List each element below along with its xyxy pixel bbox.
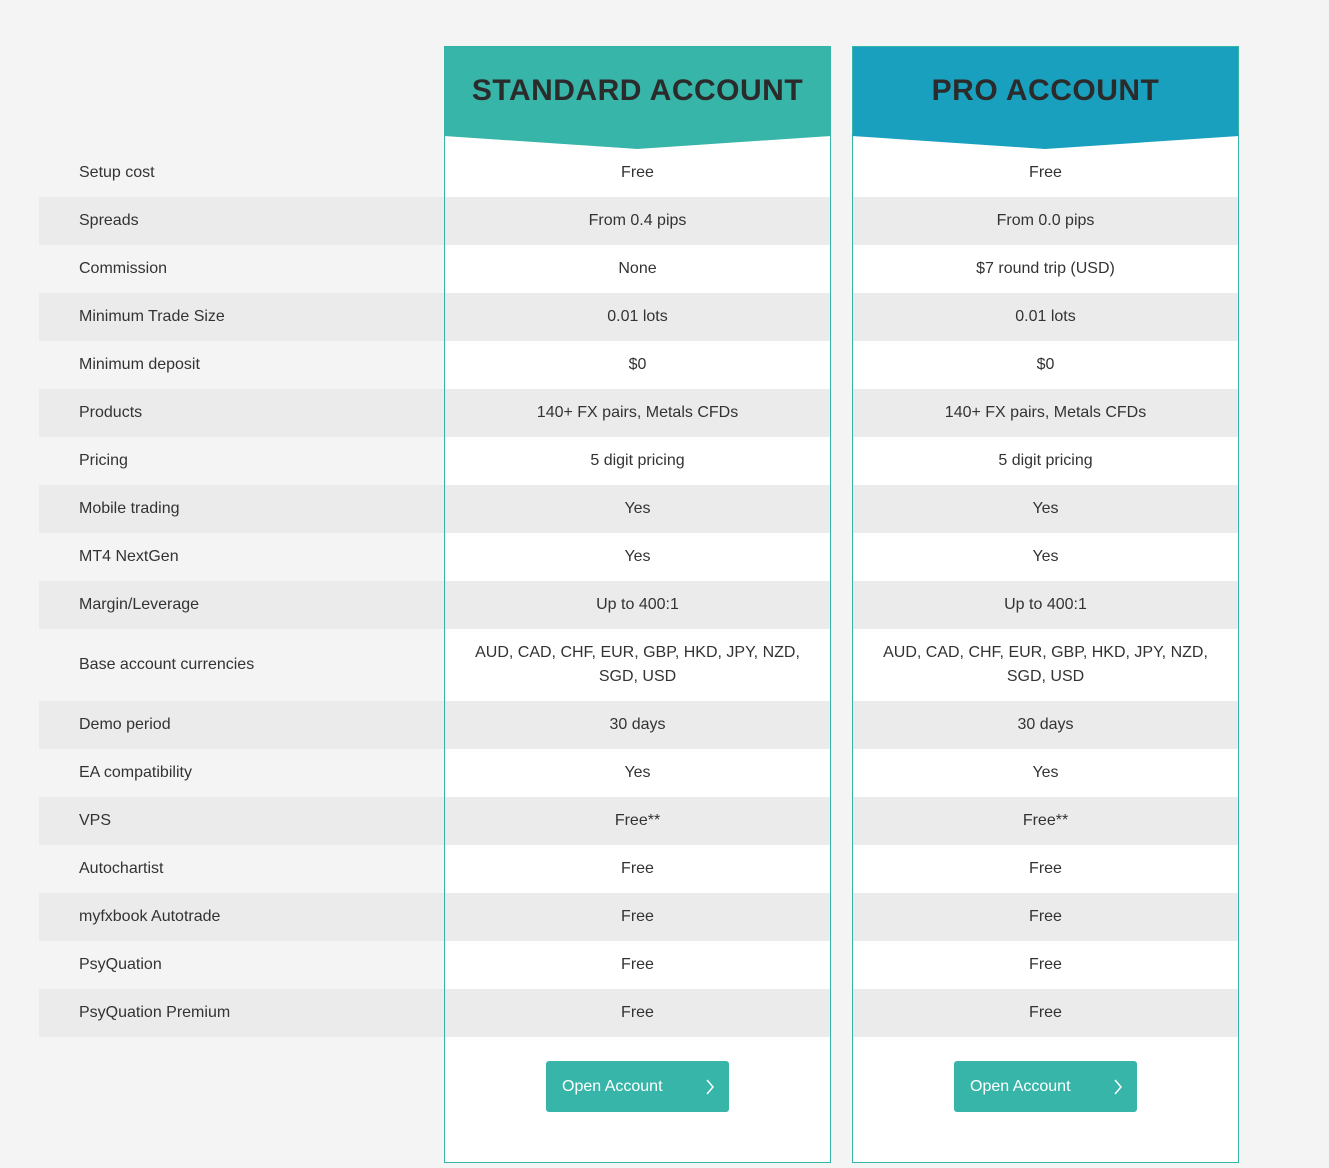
standard-value: None — [618, 260, 657, 277]
open-account-label: Open Account — [562, 1077, 663, 1095]
pro-value: Free — [1029, 956, 1062, 973]
standard-values — [445, 149, 830, 1037]
standard-value: Free — [621, 860, 654, 877]
pro-value: 30 days — [853, 701, 1238, 749]
feature-label: Setup cost — [79, 164, 155, 181]
standard-value: 0.01 lots — [445, 293, 830, 341]
header-notch — [852, 135, 1239, 149]
feature-label: Demo period — [39, 701, 445, 749]
feature-label: Base account currencies — [79, 656, 255, 673]
standard-value: 30 days — [445, 701, 830, 749]
pro-account-header — [853, 47, 1238, 135]
feature-label: PsyQuation — [79, 956, 162, 973]
feature-label: Spreads — [39, 197, 445, 245]
feature-label: Products — [39, 389, 445, 437]
chevron-right-icon — [705, 1078, 715, 1096]
pro-value: From 0.0 pips — [853, 197, 1238, 245]
standard-value: Free — [621, 164, 654, 181]
standard-value: Free** — [445, 797, 830, 845]
feature-label: Pricing — [79, 452, 128, 469]
feature-label: EA compatibility — [79, 764, 192, 781]
standard-value: Yes — [624, 764, 651, 781]
feature-labels — [39, 149, 445, 1037]
chevron-right-icon — [1113, 1078, 1123, 1096]
standard-account-column — [444, 46, 831, 1163]
standard-value: 5 digit pricing — [590, 452, 685, 469]
pro-value: Free — [1029, 164, 1062, 181]
pro-value: Free — [853, 893, 1238, 941]
standard-value: From 0.4 pips — [445, 197, 830, 245]
pro-value: 140+ FX pairs, Metals CFDs — [853, 389, 1238, 437]
standard-value: $0 — [628, 356, 647, 373]
standard-value: AUD, CAD, CHF, EUR, GBP, HKD, JPY, NZD, SGD, USD — [475, 644, 800, 685]
feature-label: VPS — [39, 797, 445, 845]
feature-label: Commission — [79, 260, 168, 277]
feature-label: PsyQuation Premium — [39, 989, 445, 1037]
pro-value: Free** — [853, 797, 1238, 845]
feature-label: Autochartist — [79, 860, 164, 877]
pro-value: Yes — [1032, 548, 1059, 565]
standard-account-header — [445, 47, 830, 135]
standard-value: Free — [445, 893, 830, 941]
pro-value: Free — [853, 989, 1238, 1037]
standard-open-account-button[interactable] — [546, 1061, 729, 1112]
pro-account-title: PRO ACCOUNT — [931, 74, 1160, 107]
standard-value: Yes — [445, 485, 830, 533]
pro-value: Free — [1029, 860, 1062, 877]
pro-value: $0 — [1036, 356, 1055, 373]
pro-value: 5 digit pricing — [998, 452, 1093, 469]
feature-label: Minimum Trade Size — [39, 293, 445, 341]
standard-account-title: STANDARD ACCOUNT — [471, 74, 804, 107]
feature-label: Minimum deposit — [79, 356, 200, 373]
pro-value: AUD, CAD, CHF, EUR, GBP, HKD, JPY, NZD, SGD, USD — [883, 644, 1208, 685]
standard-value: Up to 400:1 — [445, 581, 830, 629]
feature-label: Mobile trading — [39, 485, 445, 533]
standard-value: Free — [445, 989, 830, 1037]
pro-values — [853, 149, 1238, 1037]
header-notch — [444, 135, 831, 149]
pro-value: 0.01 lots — [853, 293, 1238, 341]
pro-value: $7 round trip (USD) — [976, 260, 1115, 277]
pro-open-account-button[interactable] — [954, 1061, 1137, 1112]
standard-value: Yes — [624, 548, 651, 565]
open-account-label: Open Account — [970, 1077, 1071, 1095]
pro-value: Up to 400:1 — [853, 581, 1238, 629]
feature-label: MT4 NextGen — [79, 548, 179, 565]
feature-label: Margin/Leverage — [39, 581, 445, 629]
pro-value: Yes — [1032, 764, 1059, 781]
standard-value: Free — [621, 956, 654, 973]
standard-value: 140+ FX pairs, Metals CFDs — [445, 389, 830, 437]
pro-value: Yes — [853, 485, 1238, 533]
feature-label: myfxbook Autotrade — [39, 893, 445, 941]
pro-account-column — [852, 46, 1239, 1163]
